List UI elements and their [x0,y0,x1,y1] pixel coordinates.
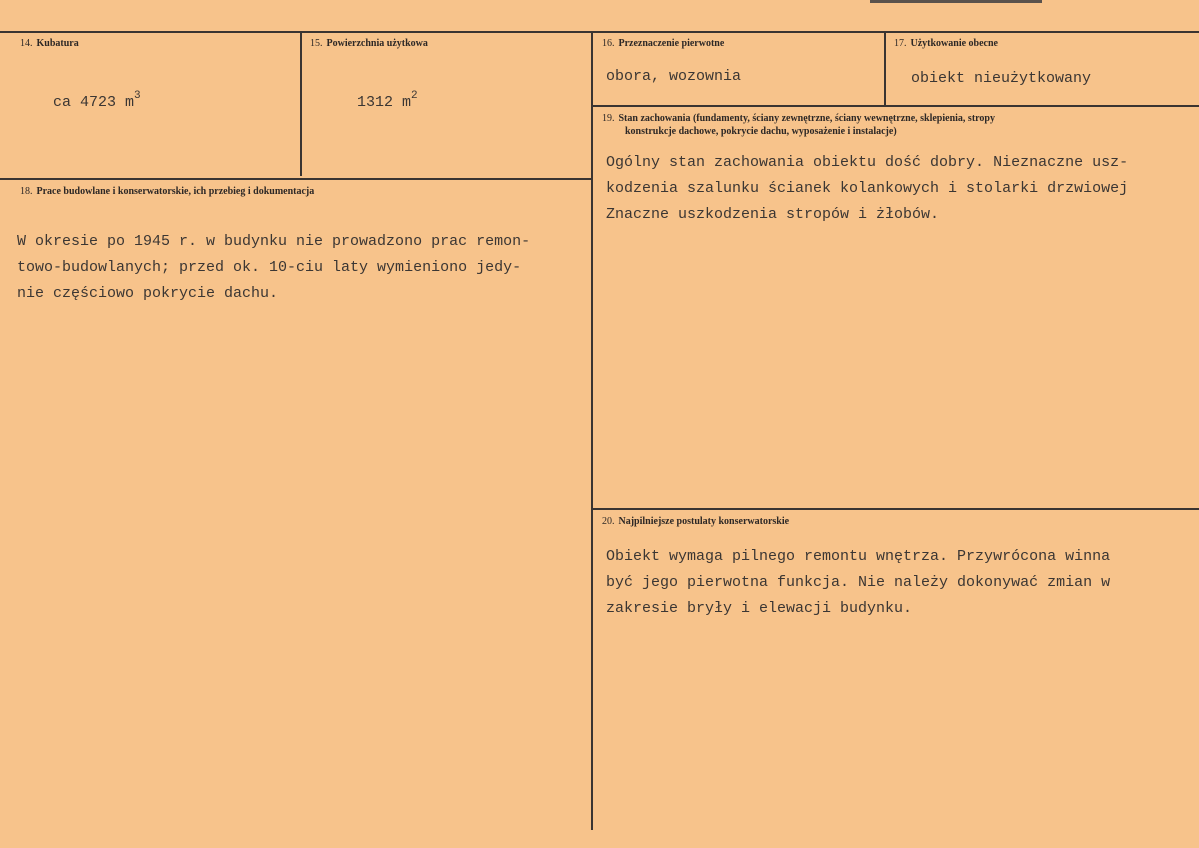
field-20-line-3: zakresie bryły i elewacji budynku. [606,600,913,617]
field-14-value: ca 4723 $m^3$ [53,90,141,111]
top-rule [0,31,1199,33]
field-18-label: 18. Prace budowlane i konserwatorskie, ich przebieg i dokumentacja [20,186,315,197]
field-18-line-3: nie częściowo pokrycie dachu. [17,285,279,302]
rule-under-14-15 [0,178,593,180]
field-18-line-1: W okresie po 1945 r. w budynku nie prowadzono prac remon- [17,233,531,250]
field-17-value: obiekt nieużytkowany [911,70,1092,87]
field-19-label: 19. Stan zachowania (fundamenty, ściany zewnętrzne, ściany wewnętrzne, sklepienia, stropy [602,113,995,124]
field-20-label: 20. Najpilniejsze postulaty konserwatorskie [602,516,790,527]
field-16-value: obora, wozownia [606,68,742,85]
field-16-label: 16. Przeznaczenie pierwotne [602,38,725,49]
center-divider [591,31,593,830]
field-15-label: 15. Powierzchnia użytkowa [310,38,428,49]
field-19-line-1: Ogólny stan zachowania obiektu dość dobry. Nieznaczne usz- [606,154,1129,171]
field-14-label: 14. Kubatura [20,38,79,49]
field-17-label: 17. Użytkowanie obecne [894,38,998,49]
field-20-line-1: Obiekt wymaga pilnego remontu wnętrza. Przywrócona winna [606,548,1111,565]
field-18-line-2: towo-budowlanych; przed ok. 10-ciu laty wymieniono jedy- [17,259,522,276]
rule-above-20 [591,508,1199,510]
rule-under-16-17 [591,105,1199,107]
field-19-line-2: kodzenia szalunku ścianek kolankowych i stolarki drzwiowej [606,180,1129,197]
divider-16-17 [884,31,886,105]
field-20-line-2: być jego pierwotna funkcja. Nie należy dokonywać zmian w [606,574,1111,591]
divider-14-15 [300,31,302,176]
field-15-value: 1312 $m^2$ [357,90,418,111]
field-19-label-cont: konstrukcje dachowe, pokrycie dachu, wyposażenie i instalacje) [625,126,897,137]
top-edge-mark [870,0,1042,3]
field-19-line-3: Znaczne uszkodzenia stropów i żłobów. [606,206,940,223]
